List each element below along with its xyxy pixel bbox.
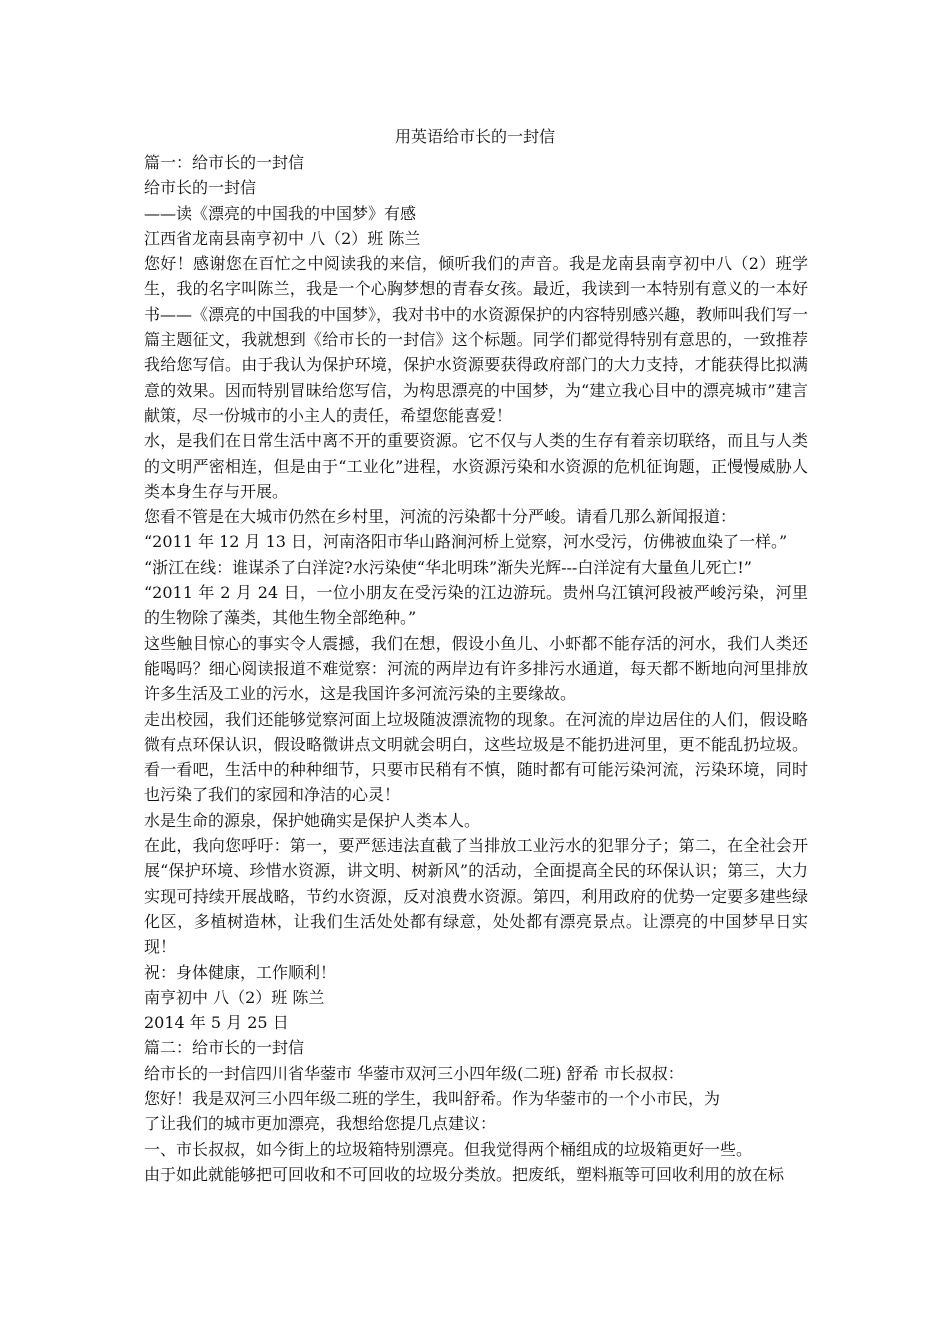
closing-wish: 祝：身体健康，工作顺利！ — [144, 962, 337, 982]
paragraph: 您好！我是双河三小四年级二班的学生，我叫舒希。作为华蓥市的一个小市民，为 — [144, 1088, 721, 1108]
paragraph: 由于如此就能够把可回收和不可回收的垃圾分类放。把废纸，塑料瓶等可回收利用的放在标 — [144, 1164, 785, 1184]
paragraph: 您看不管是在大城市仍然在乡村里，河流的污染都十分严峻。请看几那么新闻报道： — [144, 507, 737, 527]
paragraph: 水是生命的源泉，保护她确实是保护人类本人。 — [144, 810, 481, 830]
section-heading: 篇一：给市长的一封信 — [144, 153, 305, 172]
paragraph: 这些触目惊心的事实令人震撼，我们在想，假设小鱼儿、小虾都不能存活的河水，我们人类还能喝吗？细心阅读报道不难觉察：河流的两岸边有许多排污水通道，每天都不断地向河里排放许多生活及工业的污水，这是我国许多河流污染的主要缘故。 — [144, 633, 808, 704]
signature: 南亨初中 八（2）班 陈兰 — [144, 987, 325, 1007]
letter-subtitle: ——读《漂亮的中国我的中国梦》有感 — [144, 203, 417, 223]
paragraph: 走出校园，我们还能够觉察河面上垃圾随波漂流物的现象。在河流的岸边居住的人们，假设略微有点环保认识，假设略微讲点文明就会明白，这些垃圾是不能扔进河里，更不能乱扔垃圾。看一看吧，生活中的种种细节，只要市民稍有不慎，随时都有可能污染河流，污染环境，同时也污染了我们的家园和净洁的心灵！ — [144, 709, 808, 805]
paragraph: 在此，我向您呼吁：第一，要严惩违法直截了当排放工业污水的犯罪分子；第二，在全社会开展“保护环境、珍惜水资源，讲文明、树新风”的活动，全面提高全民的环保认识；第三，大力实现可持续开展战略，节约水资源，反对浪费水资源。第四，利用政府的优势一定要多建些绿化区，多植树造林，让我们生活处处都有绿意，处处都有漂亮景点。让漂亮的中国梦早日实现！ — [144, 836, 808, 957]
date: 2014 年 5 月 25 日 — [144, 1013, 289, 1033]
news-quote: “2011 年 2 月 24 日，一位小朋友在受污染的江边游玩。贵州乌江镇河段被严峻污染，河里的生物除了藻类，其他生物全部绝种。” — [144, 583, 808, 628]
paragraph: 给市长的一封信四川省华蓥市 华蓥市双河三小四年级(二班) 舒希 市长叔叔： — [144, 1063, 684, 1083]
letter-title: 给市长的一封信 — [144, 178, 257, 198]
paragraph: 一、市长叔叔，如今街上的垃圾箱特别漂亮。但我觉得两个桶组成的垃圾箱更好一些。 — [144, 1139, 753, 1159]
paragraph: 水，是我们在日常生活中离不开的重要资源。它不仅与人类的生存有着亲切联络，而且与人类的文明严密相连，但是由于“工业化”进程，水资源污染和水资源的危机征询题，正慢慢威胁人类本身生存与开展。 — [144, 431, 808, 501]
news-quote: “2011 年 12 月 13 日，河南洛阳市华山路涧河桥上觉察，河水受污，仿佛被血染了一样。” — [144, 532, 788, 552]
document-title: 用英语给市长的一封信 — [394, 127, 555, 146]
news-quote: “浙江在线：谁谋杀了白洋淀?水污染使“华北明珠”渐失光辉---白洋淀有大量鱼儿死亡!” — [144, 557, 752, 577]
paragraph: 了让我们的城市更加漂亮，我想给您提几点建议： — [144, 1114, 497, 1134]
paragraph: 您好！感谢您在百忙之中阅读我的来信，倾听我们的声音。我是龙南县南亨初中八（2）班学生，我的名字叫陈兰，我是一个心胸梦想的青春女孩。最近，我读到一本特别有意义的一本好书——《漂亮的中国我的中国梦》，我对书中的水资源保护的内容特别感兴趣，教师叫我们写一篇主题征文，我就想到《给市长的一封信》这个标题。同学们都觉得特别有意思的，一致推荐我给您写信。由于我认为保护环境，保护水资源要获得政府部门的大力支持，才能获得比拟满意的效果。因而特别冒昧给您写信，为构思漂亮的中国梦，为“建立我心目中的漂亮城市”建言献策，尽一份城市的小主人的责任，希望您能喜爱！ — [144, 254, 809, 425]
document-body — [144, 150, 808, 1187]
section-heading: 篇二：给市长的一封信 — [144, 1038, 305, 1058]
author-line: 江西省龙南县南亨初中 八（2）班 陈兰 — [144, 228, 421, 248]
